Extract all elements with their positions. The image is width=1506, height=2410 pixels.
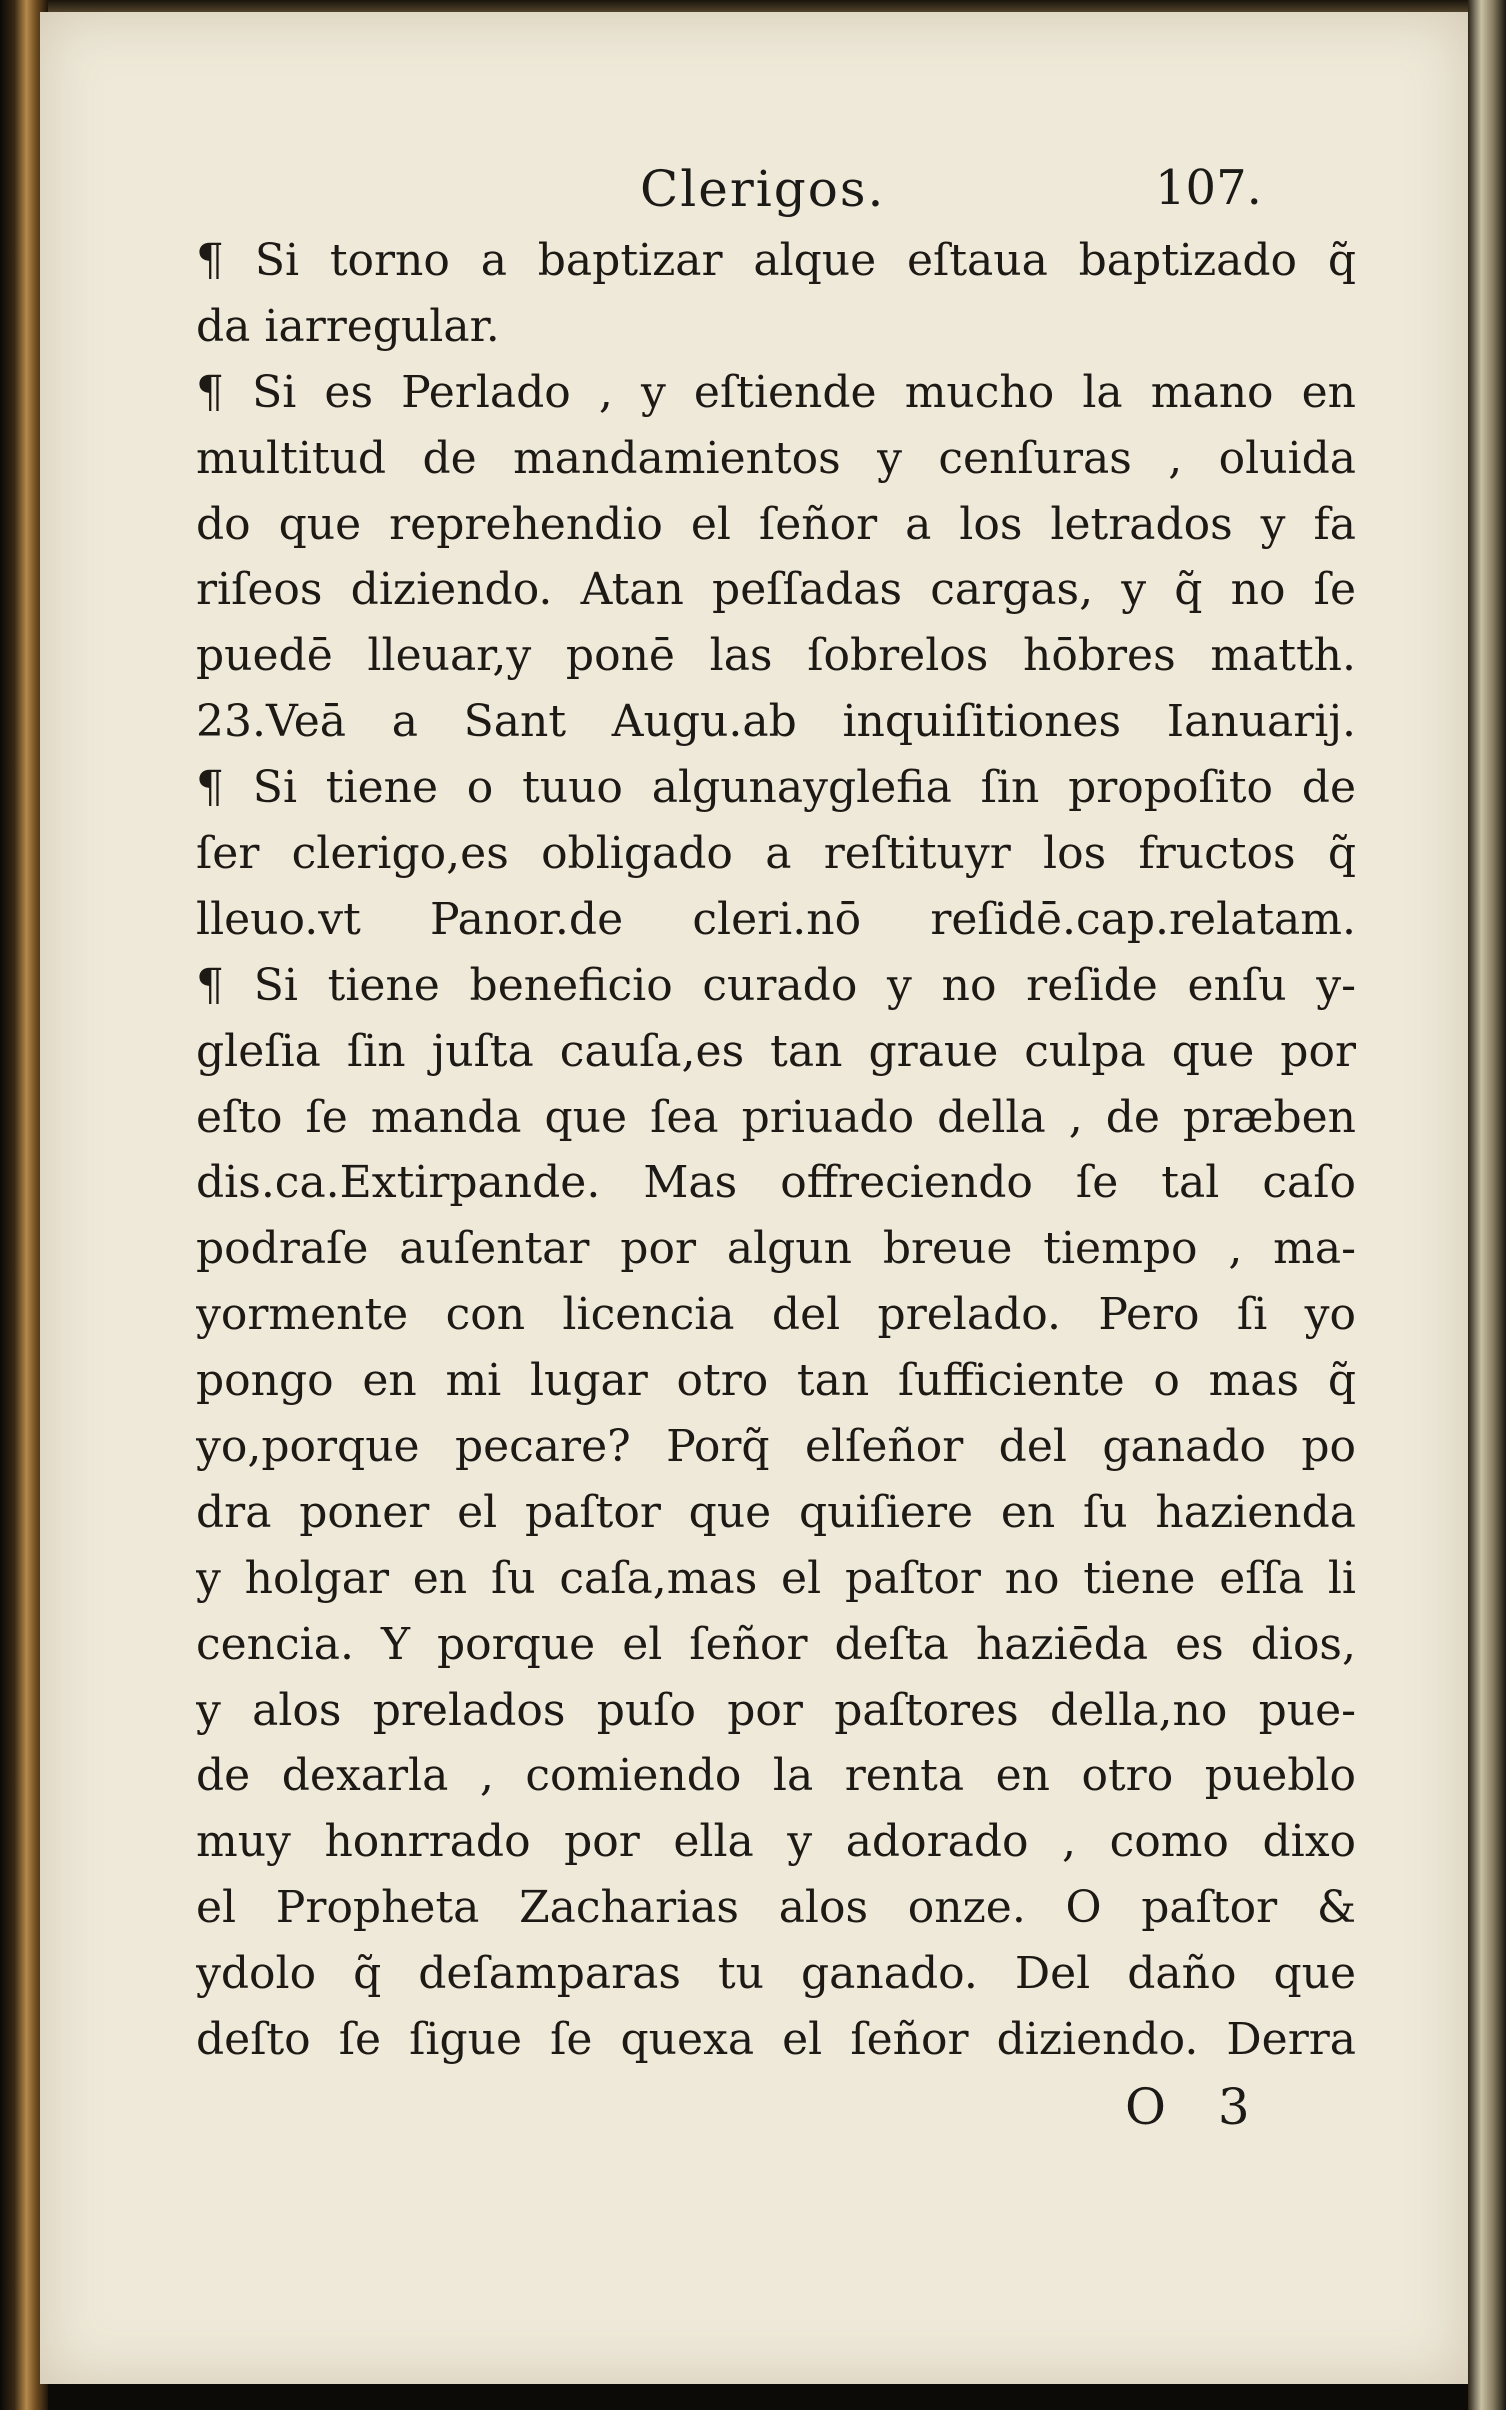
text-line: ¶ Si torno a baptizar alque eſtaua baptizado q̃ [196,235,1356,286]
text-line: y alos prelados puſo por paſtores della,no pue- [196,1684,1356,1736]
text-line: eſto ſe manda que ſea priuado della , de præben [196,1091,1356,1143]
text-line: ydolo q̃ deſamparas tu ganado. Del daño que [196,1948,1356,2000]
body-text [196,228,1356,2073]
running-head: Clerigos. [640,160,886,218]
text-line: y holgar en ſu caſa,mas el paſtor no tiene eſſa li [196,1552,1356,1604]
text-line: cencia. Y porque el ſeñor deſta haziēda es dios, [196,1618,1356,1670]
text-line: ſer clerigo,es obligado a reſtituyr los fructos q̃ [196,828,1356,880]
text-line: yormente con licencia del prelado. Pero ſi yo [196,1289,1356,1341]
signature-mark: O 3 [1125,2078,1268,2136]
text-line: dra poner el paſtor que quiſiere en ſu hazienda [196,1486,1356,1538]
text-line: puedē lleuar,y ponē las ſobrelos hōbres matth. [196,630,1356,682]
text-line: multitud de mandamientos y cenſuras , oluida [196,432,1356,484]
text-line: gleſia ſin juſta cauſa,es tan graue culpa que por [196,1025,1356,1077]
text-line: yo,porque pecare? Porq̃ elſeñor del ganado po [196,1421,1356,1473]
text-line: dis.ca.Extirpande. Mas offreciendo ſe tal caſo [196,1157,1356,1209]
text-line: ¶ Si tiene beneficio curado y no reſide enſu y- [196,959,1356,1011]
text-line: ¶ Si tiene o tuuo algunayglefia ſin propoſito de [196,762,1356,814]
text-line: riſeos diziendo. Atan peſſadas cargas, y q̃ no ſe [196,564,1356,616]
text-line: pongo en mi lugar otro tan ſufficiente o mas q̃ [196,1355,1356,1407]
text-line: 23.Veā a Sant Augu.ab inquiſitiones Ianuarij. [196,696,1356,748]
text-line: da iarregular. [196,300,500,352]
page-edge [1468,0,1506,2410]
text-line: el Propheta Zacharias alos onze. O paſtor & [196,1882,1356,1934]
text-line: de dexarla , comiendo la renta en otro pueblo [196,1750,1356,1802]
text-line: ¶ Si es Perlado , y eſtiende mucho la mano en [196,366,1356,418]
text-line: muy honrrado por ella y adorado , como dixo [196,1816,1356,1868]
text-line: do que reprehendio el ſeñor a los letrados y fa [196,498,1356,550]
text-line: podraſe auſentar por algun breue tiempo , ma- [196,1223,1356,1275]
text-line: deſto ſe ſigue ſe quexa el ſeñor diziendo. Derra [196,2014,1356,2066]
page-number: 107. [1155,160,1262,216]
text-line: lleuo.vt Panor.de cleri.nō reſidē.cap.relatam. [196,893,1356,945]
